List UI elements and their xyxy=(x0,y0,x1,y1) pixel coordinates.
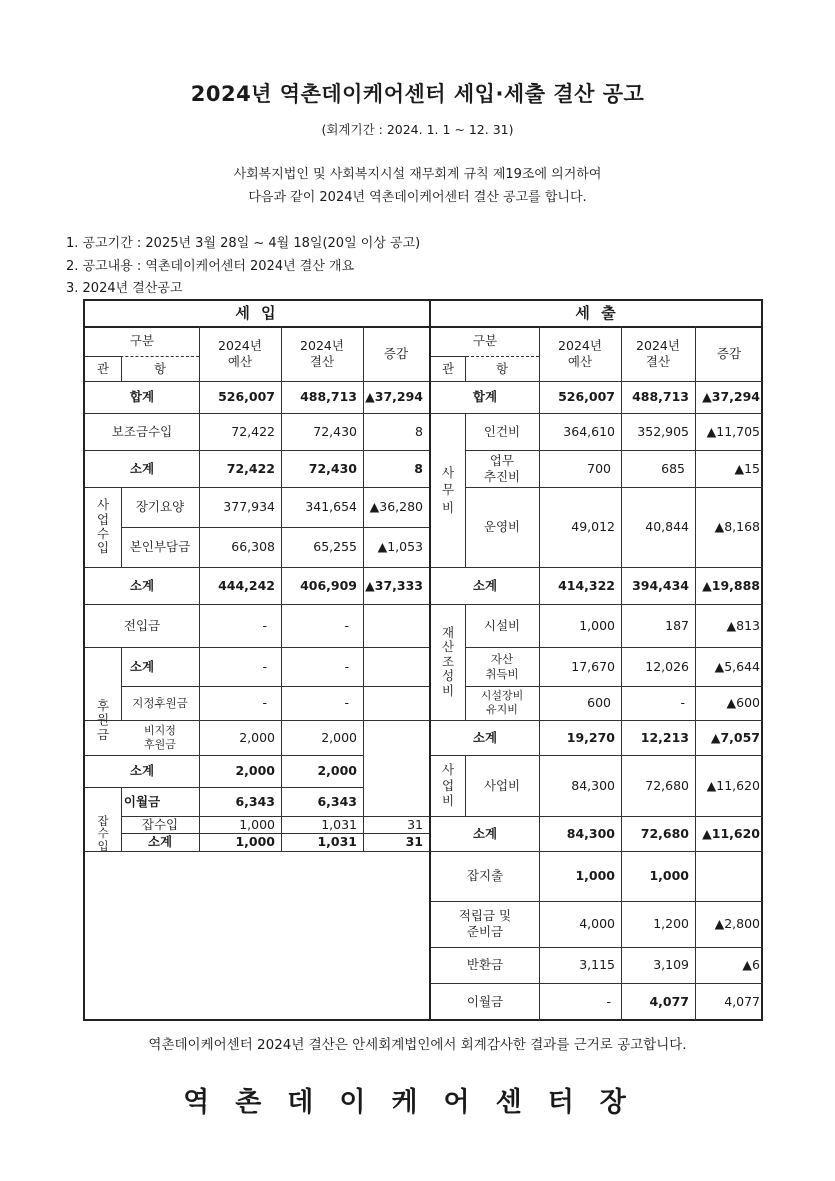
notice-period: 1. 공고기간 : 2025년 3월 28일 ~ 4월 18일(20일 이상 공고) xyxy=(66,236,421,251)
transfer-diff xyxy=(363,604,429,647)
donation-subtotal-label: 소계 xyxy=(129,763,155,779)
acquire-settle: 12,026 xyxy=(645,658,689,674)
income-carry-budget: 6,343 xyxy=(235,793,275,809)
admin-gwan: 사 무 비 xyxy=(441,464,455,515)
admin-subtotal-label: 소계 xyxy=(472,577,498,593)
misc-income-subtotal-diff: 31 xyxy=(405,834,423,850)
operating-budget: 49,012 xyxy=(571,519,615,535)
income-diff-header: 증감 xyxy=(383,345,409,361)
biz-expense-subtotal-settle: 72,680 xyxy=(640,825,689,841)
refund-settle: 3,109 xyxy=(653,957,689,973)
expense-carry-settle: 4,077 xyxy=(649,994,689,1010)
ltc-settle: 341,654 xyxy=(305,499,357,515)
footer-note: 역촌데이케어센터 2024년 결산은 안세회계법인에서 회계감사한 결과를 근거로 공고합니다. xyxy=(148,1037,687,1053)
misc-expense-settle: 1,000 xyxy=(649,868,689,884)
promo-label: 업무 추진비 xyxy=(483,452,521,484)
ltc-budget: 377,934 xyxy=(223,499,275,515)
undesignated-donation-label: 비지정 후원금 xyxy=(144,723,176,751)
misc-expense-diff xyxy=(695,851,763,901)
income-total-budget: 526,007 xyxy=(218,389,275,405)
expense-total-label: 합계 xyxy=(472,389,498,405)
notice-content: 2. 공고내용 : 역촌데이케어센터 2024년 결산 개요 xyxy=(66,259,355,274)
biz-expense-subtotal-budget: 84,300 xyxy=(566,825,615,841)
intro-line: 사회복지법인 및 사회복지시설 재무회계 규칙 제19조에 의거하여 xyxy=(233,167,602,182)
biz-income-subtotal-label: 소계 xyxy=(129,577,155,593)
ltc-label: 장기요양 xyxy=(135,499,185,515)
misc-income-subtotal-budget: 1,000 xyxy=(235,834,275,850)
expense-hang-header: 항 xyxy=(495,360,509,376)
maint-label: 시설장비 유지비 xyxy=(480,689,524,716)
admin-subtotal-settle: 394,434 xyxy=(632,577,689,593)
income-settle-header: 2024년 결산 xyxy=(300,337,344,369)
biz-expense-subtotal-diff: ▲11,620 xyxy=(702,825,760,841)
misc-income-label: 잡수입 xyxy=(141,816,179,832)
misc-income-diff: 31 xyxy=(407,816,423,832)
transfer-subtotal-label: 소계 xyxy=(129,658,155,674)
promo-diff: ▲15 xyxy=(734,460,760,476)
transfer-budget: - xyxy=(262,617,267,633)
subsidy-diff: 8 xyxy=(415,423,423,439)
expense-carry-label: 이월금 xyxy=(466,994,504,1010)
biz-income-subtotal-settle: 406,909 xyxy=(300,577,357,593)
operating-diff: ▲8,168 xyxy=(714,519,760,535)
subsidy-subtotal-budget: 72,422 xyxy=(226,460,275,476)
ltc-diff: ▲36,280 xyxy=(369,499,423,515)
biz-income-subtotal-diff: ▲37,333 xyxy=(365,577,423,593)
income-carry-label: 이월금 xyxy=(123,793,161,809)
undesignated-donation-budget: 2,000 xyxy=(239,729,275,745)
subsidy-subtotal-settle: 72,430 xyxy=(308,460,357,476)
designated-donation-label: 지정후원금 xyxy=(132,695,188,710)
personnel-settle: 352,905 xyxy=(637,423,689,439)
refund-diff: ▲6 xyxy=(742,957,760,973)
transfer-settle: - xyxy=(344,617,349,633)
expense-carry-diff: 4,077 xyxy=(724,994,760,1010)
misc-income-subtotal-settle: 1,031 xyxy=(317,834,357,850)
transfer-subtotal-settle: - xyxy=(344,658,349,674)
undesignated-donation-diff xyxy=(363,720,429,755)
biz-expense-settle: 72,680 xyxy=(645,777,689,793)
biz-expense-diff: ▲11,620 xyxy=(706,777,760,793)
refund-budget: 3,115 xyxy=(579,957,615,973)
maint-settle: - xyxy=(680,695,685,711)
expense-diff-header: 증감 xyxy=(716,345,742,361)
subsidy-label: 보조금수입 xyxy=(111,423,173,439)
misc-income-settle: 1,031 xyxy=(321,816,357,832)
biz-income-subtotal-budget: 444,242 xyxy=(218,577,275,593)
misc-income-gwan: 잡 수 입 xyxy=(97,814,109,853)
income-total-settle: 488,713 xyxy=(300,389,357,405)
asset-gwan: 재 산 조 성 비 xyxy=(441,625,455,698)
expense-carry-budget: - xyxy=(606,994,611,1010)
transfer-subtotal-budget: - xyxy=(262,658,267,674)
expense-gwan-header: 관 xyxy=(441,360,455,376)
facility-settle: 187 xyxy=(665,617,689,633)
subsidy-subtotal-diff: 8 xyxy=(414,460,423,476)
expense-gubun-header: 구분 xyxy=(472,333,498,349)
misc-expense-budget: 1,000 xyxy=(575,868,615,884)
refund-label: 반환금 xyxy=(466,957,504,973)
intro-text xyxy=(0,163,835,209)
expense-total-diff: ▲37,294 xyxy=(702,389,760,405)
personnel-budget: 364,610 xyxy=(563,423,615,439)
donation-subtotal-settle: 2,000 xyxy=(317,763,357,779)
acquire-budget: 17,670 xyxy=(571,658,615,674)
misc-income-budget: 1,000 xyxy=(239,816,275,832)
income-total-diff: ▲37,294 xyxy=(365,389,423,405)
maint-budget: 600 xyxy=(587,695,611,711)
facility-label: 시설비 xyxy=(483,617,521,633)
facility-diff: ▲813 xyxy=(726,617,760,633)
transfer-label: 전입금 xyxy=(123,617,161,633)
expense-total-settle: 488,713 xyxy=(632,389,689,405)
self-pay-settle: 65,255 xyxy=(313,539,357,555)
biz-income-gwan: 사 업 수 입 xyxy=(96,497,110,556)
operating-label: 운영비 xyxy=(483,519,521,535)
reserve-settle: 1,200 xyxy=(653,916,689,932)
self-pay-label: 본인부담금 xyxy=(129,539,191,555)
donation-gwan: 후 원 금 xyxy=(96,697,110,742)
undesignated-donation-settle: 2,000 xyxy=(321,729,357,745)
subsidy-budget: 72,422 xyxy=(231,423,275,439)
admin-subtotal-budget: 414,322 xyxy=(558,577,615,593)
income-budget-header: 2024년 예산 xyxy=(218,337,262,369)
misc-income-subtotal-label: 소계 xyxy=(147,834,173,850)
intro-line: 다음과 같이 2024년 역촌데이케어센터 결산 공고를 합니다. xyxy=(248,190,587,205)
self-pay-budget: 66,308 xyxy=(231,539,275,555)
reserve-diff: ▲2,800 xyxy=(714,916,760,932)
income-total-label: 합계 xyxy=(129,389,155,405)
expense-header: 세 출 xyxy=(575,304,619,323)
maint-diff: ▲600 xyxy=(726,695,760,711)
page-title: 2024년 역촌데이케어센터 세입·세출 결산 공고 xyxy=(190,82,645,106)
transfer-subtotal-diff xyxy=(363,647,429,686)
asset-subtotal-label: 소계 xyxy=(472,729,498,745)
designated-donation-budget: - xyxy=(262,695,267,711)
promo-settle: 685 xyxy=(661,460,685,476)
self-pay-diff: ▲1,053 xyxy=(377,539,423,555)
notice-section: 3. 2024년 결산공고 xyxy=(66,281,183,296)
personnel-diff: ▲11,705 xyxy=(706,423,760,439)
acquire-label: 자산 취득비 xyxy=(485,652,519,681)
income-gwan-header: 관 xyxy=(96,360,110,376)
income-gubun-header: 구분 xyxy=(129,333,155,349)
biz-expense-subtotal-label: 소계 xyxy=(472,825,498,841)
reserve-label: 적립금 및 준비금 xyxy=(458,908,512,939)
settlement-table xyxy=(83,299,763,1021)
admin-subtotal-diff: ▲19,888 xyxy=(702,577,760,593)
designated-donation-diff xyxy=(363,686,429,720)
misc-expense-label: 잡지출 xyxy=(466,868,504,884)
accounting-period: (회계기간 : 2024. 1. 1 ~ 12. 31) xyxy=(321,122,514,137)
acquire-diff: ▲5,644 xyxy=(714,658,760,674)
asset-subtotal-settle: 12,213 xyxy=(640,729,689,745)
promo-budget: 700 xyxy=(587,460,611,476)
biz-expense-gwan: 사 업 비 xyxy=(441,762,455,809)
personnel-label: 인건비 xyxy=(483,423,521,439)
income-header: 세 입 xyxy=(235,304,279,323)
subsidy-settle: 72,430 xyxy=(313,423,357,439)
donation-subtotal-budget: 2,000 xyxy=(235,763,275,779)
facility-budget: 1,000 xyxy=(579,617,615,633)
expense-settle-header: 2024년 결산 xyxy=(636,337,680,369)
biz-expense-label: 사업비 xyxy=(483,777,521,793)
operating-settle: 40,844 xyxy=(645,519,689,535)
signature: 역촌데이케어센터장 xyxy=(183,1087,652,1118)
subsidy-subtotal-label: 소계 xyxy=(129,460,155,476)
income-hang-header: 항 xyxy=(153,360,167,376)
asset-subtotal-diff: ▲7,057 xyxy=(710,729,760,745)
income-carry-settle: 6,343 xyxy=(317,793,357,809)
reserve-budget: 4,000 xyxy=(579,916,615,932)
expense-budget-header: 2024년 예산 xyxy=(558,337,602,369)
biz-expense-budget: 84,300 xyxy=(571,777,615,793)
designated-donation-settle: - xyxy=(344,695,349,711)
expense-total-budget: 526,007 xyxy=(558,389,615,405)
asset-subtotal-budget: 19,270 xyxy=(566,729,615,745)
